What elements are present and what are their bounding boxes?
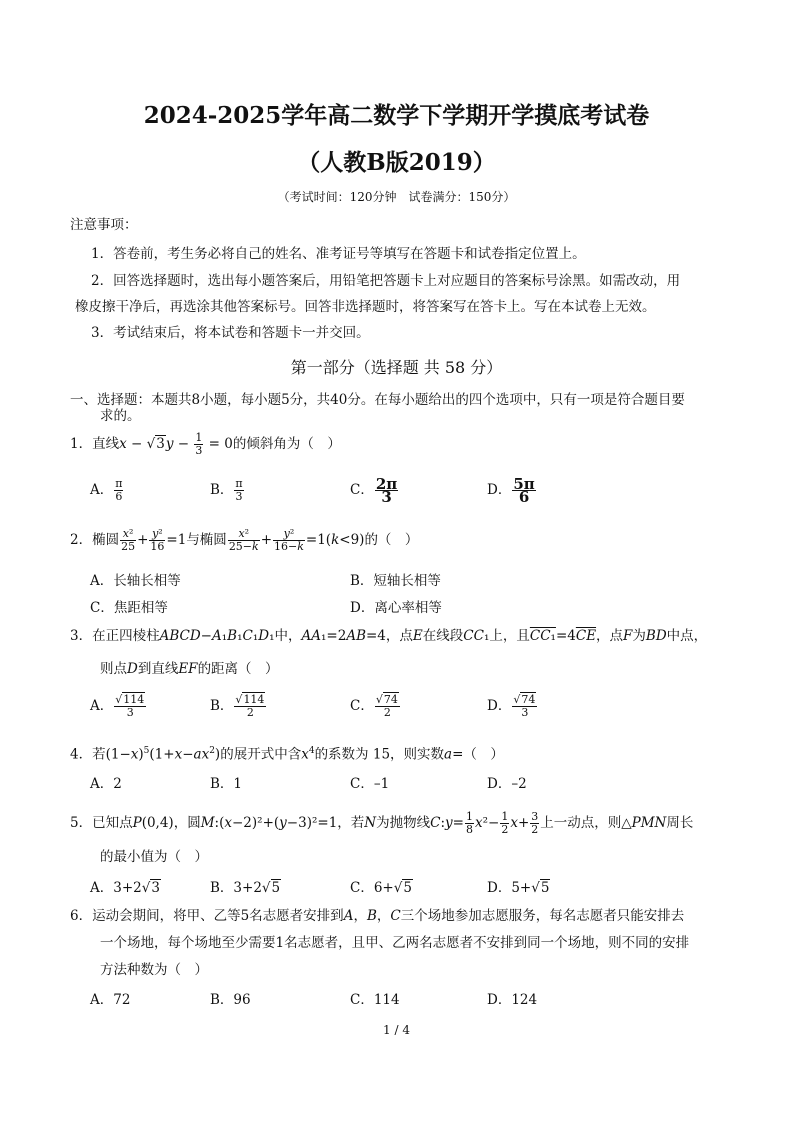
q6-option-c[interactable]: C．114 bbox=[350, 992, 400, 1008]
page-title: 2024-2025学年高二数学下学期开学摸底考试卷 bbox=[143, 102, 650, 129]
q6-option-d[interactable]: D．124 bbox=[487, 992, 538, 1008]
question-6: 6．运动会期间，将甲、乙等5名志愿者安排到A，B，C三个场地参加志愿服务，每名志愿者只能安排去 bbox=[70, 908, 685, 924]
q6-option-a[interactable]: A．72 bbox=[90, 992, 131, 1008]
q5-option-c[interactable]: C．6+√5 bbox=[350, 880, 412, 896]
q2-option-c[interactable]: C．焦距相等 bbox=[90, 600, 168, 616]
question-6-cont: 一个场地，每个场地至少需要1名志愿者，且甲、乙两名志愿者不安排到同一个场地，则不同的安排 bbox=[100, 935, 690, 951]
question-1: 1．直线x − √3y − $\frac{1}{3}$ = 0的倾斜角为（ ） bbox=[70, 431, 341, 457]
q2-option-d[interactable]: D．离心率相等 bbox=[350, 600, 442, 616]
question-4: 4．若$(1-x)^5(1+x-ax^2)$的展开式中含$x^4$的系数为 15，则实数a=（ ） bbox=[70, 746, 504, 763]
page-number: 1 / 4 bbox=[383, 1023, 410, 1037]
note-item-3: 3．考试结束后，将本试卷和答题卡一并交回。 bbox=[91, 325, 370, 341]
question-3-cont: 则点D到直线EF的距离（ ） bbox=[100, 661, 279, 677]
q3-option-d[interactable]: D． $\frac{√74}{3}$ bbox=[487, 693, 536, 719]
q5-option-d[interactable]: D．5+√5 bbox=[487, 880, 550, 896]
q3-option-c[interactable]: C． $\frac{√74}{2}$ bbox=[350, 693, 398, 719]
question-2: 2．椭圆 $\frac{\text{x²}}{25}$ + $\frac{\text{y²}}{16}$ =1与椭圆 $\frac{\text{x²}}{25-k}$ + $\frac{\text{y²}}{16-k}$ =1(k<9)的（ ） bbox=[70, 527, 419, 553]
q2-option-a[interactable]: A．长轴长相等 bbox=[90, 573, 181, 589]
note-item-1: 1．答卷前，考生务必将自己的姓名、准考证号等填写在答题卡和试卷指定位置上。 bbox=[91, 246, 586, 262]
q1-option-a[interactable]: A． $\frac{\pi}{6}$ bbox=[90, 477, 123, 503]
q5-option-b[interactable]: B．3+2√5 bbox=[210, 880, 281, 896]
question-5-cont: 的最小值为（ ） bbox=[100, 849, 208, 865]
question-6-cont2: 方法种数为（ ） bbox=[100, 962, 208, 978]
q3-option-a[interactable]: A． $\frac{√114}{3}$ bbox=[90, 693, 145, 719]
q1-option-b[interactable]: B． $\frac{\pi}{3}$ bbox=[210, 477, 243, 503]
q3-option-b[interactable]: B． $\frac{√114}{2}$ bbox=[210, 693, 265, 719]
page-subtitle: （人教B版2019） bbox=[297, 149, 496, 176]
section-instruction: 一、选择题：本题共8小题，每小题5分，共40分。在每小题给出的四个选项中，只有一项是符合题目要 bbox=[70, 392, 685, 408]
note-item-2: 2．回答选择题时，选出每小题答案后，用铅笔把答题卡上对应题目的答案标号涂黑。如需改动，用 bbox=[91, 273, 681, 289]
q4-option-c[interactable]: C．–1 bbox=[350, 776, 390, 792]
question-5: 5．已知点P(0,4)，圆M:(x−2)²+(y−3)²=1，若N为抛物线C:y= $\frac{1}{8}$ x²− $\frac{1}{2}$ x+ $\frac{3}{2}$ 上一动点，则△PMN周长 bbox=[70, 810, 694, 836]
notes-heading: 注意事项： bbox=[70, 217, 138, 233]
q5-option-a[interactable]: A．3+2√3 bbox=[90, 880, 160, 896]
q4-option-b[interactable]: B．1 bbox=[210, 776, 243, 792]
q4-option-a[interactable]: A．2 bbox=[90, 776, 122, 792]
q4-option-d[interactable]: D．–2 bbox=[487, 776, 527, 792]
question-3: 3．在正四棱柱ABCD−A₁B₁C₁D₁中，AA₁=2AB=4，点E在线段CC₁上，且$CC_1=4\overline{CE}$，点F为BD中点， bbox=[70, 628, 708, 644]
q1-option-d[interactable]: D． $\frac{5\pi}{6}$ bbox=[487, 475, 535, 506]
section-instruction-cont: 求的。 bbox=[100, 408, 141, 424]
exam-info: （考试时间：120分钟 试卷满分：150分） bbox=[277, 190, 516, 204]
q2-option-b[interactable]: B．短轴长相等 bbox=[350, 573, 441, 589]
q6-option-b[interactable]: B．96 bbox=[210, 992, 251, 1008]
section-title: 第一部分（选择题 共 58 分） bbox=[290, 358, 503, 377]
note-item-2-cont: 橡皮擦干净后，再选涂其他答案标号。回答非选择题时，将答案写在答卡上。写在本试卷上无效。 bbox=[75, 299, 656, 315]
q1-option-c[interactable]: C． $\frac{2\pi}{3}$ bbox=[350, 475, 398, 506]
